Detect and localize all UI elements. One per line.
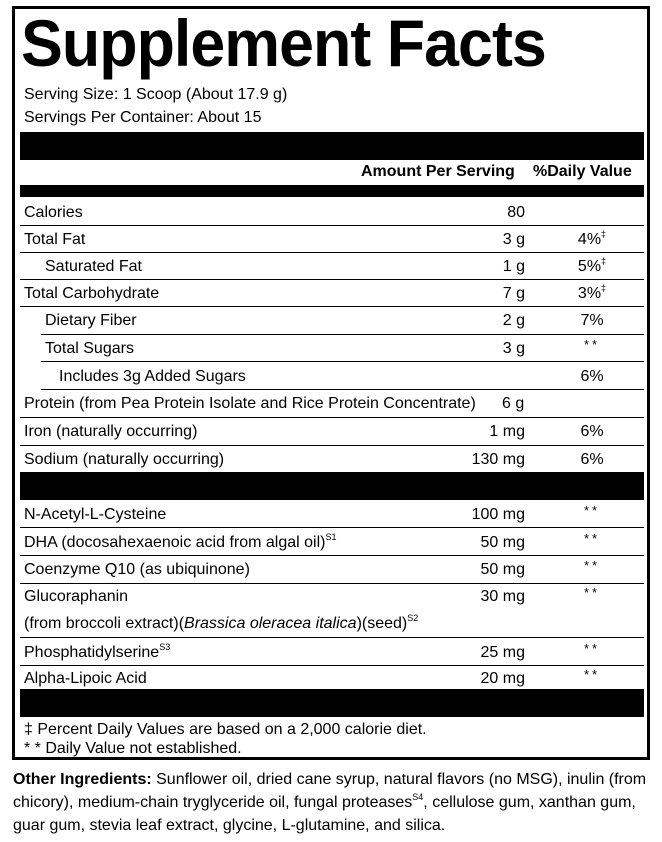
- ingredient-dv: **: [583, 641, 601, 656]
- nutrient-name: Calories: [24, 204, 83, 221]
- nutrient-amount: 3 g: [502, 231, 525, 248]
- ingredient-name: N-Acetyl-L-Cysteine: [24, 506, 167, 523]
- nutrient-dv: 6%: [580, 368, 604, 385]
- ingredient-dv: **: [583, 503, 601, 518]
- nutrient-dv: 6%: [580, 451, 604, 468]
- ingredient-name: Glucoraphanin: [24, 588, 129, 605]
- footnote-dagger: ‡ Percent Daily Values are based on a 2,000 calorie diet.: [24, 721, 427, 738]
- ingredient-amount: 100 mg: [471, 506, 525, 523]
- panel-title: Supplement Facts: [21, 6, 546, 80]
- other-ingredients: Other Ingredients: Sunflower oil, dried cane syrup, natural flavors (no MSG), inulin (from chicory), medium-chain tryglyceride oil, fungal proteases$^{S4}$, cellulose gum, xanthan gum, guar gum, stevia leaf extract, glycine, L-glutamine, and silica.: [13, 771, 647, 834]
- ingredient-name: DHA (docosahexaenoic acid from algal oil)$^{S1}$: [24, 531, 337, 551]
- nutrient-name: Total Fat: [24, 231, 86, 248]
- ingredient-row-phosphatidylserine: [20, 638, 644, 666]
- nutrient-row-total-sugars: [41, 335, 644, 362]
- nutrient-row-added-sugars: [41, 362, 644, 390]
- nutrient-row-total-fat: [20, 226, 644, 253]
- serving-size: Serving Size: 1 Scoop (About 17.9 g): [24, 86, 288, 103]
- daily-value-header: %Daily Value: [533, 163, 632, 180]
- ingredient-dv: **: [583, 585, 601, 600]
- thick-divider-top: [20, 132, 644, 160]
- servings-per-container: Servings Per Container: About 15: [24, 109, 262, 126]
- ingredient-dv: **: [583, 667, 601, 682]
- ingredient-name: Coenzyme Q10 (as ubiquinone): [24, 561, 250, 578]
- nutrient-amount: 80: [507, 204, 525, 221]
- footnote-star: * * Daily Value not established.: [24, 740, 242, 757]
- nutrient-dv: 7%: [580, 312, 604, 329]
- nutrient-row-dietary-fiber: [41, 307, 644, 335]
- ingredient-row-glucoraphanin: [20, 584, 644, 638]
- ingredient-dv: **: [583, 531, 601, 546]
- nutrient-row-iron: [20, 418, 644, 446]
- thick-divider-middle: [20, 472, 644, 500]
- nutrient-row-protein: [20, 390, 644, 418]
- nutrient-name: Dietary Fiber: [45, 312, 137, 329]
- ingredient-amount: 30 mg: [480, 588, 525, 605]
- nutrient-amount: 7 g: [502, 285, 525, 302]
- nutrient-dv: 3%‡: [577, 282, 607, 302]
- nutrient-name: Saturated Fat: [45, 258, 142, 275]
- ingredient-name: Phosphatidylserine$^{S3}$: [24, 641, 171, 661]
- nutrient-name: Total Sugars: [45, 340, 134, 357]
- nutrient-name: Iron (naturally occurring): [24, 423, 198, 440]
- nutrient-name: Total Carbohydrate: [24, 285, 160, 302]
- ingredient-amount: 20 mg: [480, 670, 525, 687]
- nutrient-dv: **: [583, 337, 601, 352]
- nutrient-dv: 5%‡: [577, 255, 607, 275]
- nutrient-dv: 4%‡: [577, 228, 607, 248]
- ingredient-row-dha: [20, 528, 644, 556]
- ingredient-dv: **: [583, 558, 601, 573]
- nutrient-row-sodium: [20, 446, 644, 473]
- nutrient-amount: 1 g: [502, 258, 525, 275]
- nutrient-amount: 1 mg: [489, 423, 525, 440]
- amount-per-serving-header: Amount Per Serving: [361, 163, 515, 180]
- ingredient-amount: 25 mg: [480, 644, 525, 661]
- nutrient-name: Includes 3g Added Sugars: [59, 368, 246, 385]
- nutrient-amount: 6 g: [502, 395, 525, 412]
- nutrient-name: Protein (from Pea Protein Isolate and Rice Protein Concentrate): [24, 395, 476, 412]
- thick-divider-bottom: [20, 689, 644, 717]
- nutrient-amount: 130 mg: [471, 451, 525, 468]
- other-ingredients-label: Other Ingredients:: [13, 771, 152, 788]
- nutrient-row-total-carbohydrate: [20, 280, 644, 307]
- ingredient-amount: 50 mg: [480, 534, 525, 551]
- nutrient-dv: 6%: [580, 423, 604, 440]
- ingredient-row-alpha-lipoic-acid: [20, 666, 644, 690]
- nutrient-row-saturated-fat: [20, 253, 644, 280]
- nutrient-amount: 2 g: [502, 312, 525, 329]
- supplement-facts-panel: [12, 6, 650, 760]
- ingredient-row-nac: [20, 501, 644, 528]
- ingredient-name: Alpha-Lipoic Acid: [24, 670, 147, 687]
- other-ingredients-text: Sunflower oil, dried cane syrup, natural flavors (no MSG), inulin (from chicory), medium-chain tryglyceride oil, fungal proteases: [13, 771, 647, 811]
- ingredient-source: (from broccoli extract)(Brassica oleracea italica)(seed)$^{S2}$: [24, 612, 419, 632]
- ingredient-row-coq10: [20, 556, 644, 584]
- nutrient-row-calories: [20, 199, 644, 226]
- nutrient-amount: 3 g: [502, 340, 525, 357]
- nutrient-name: Sodium (naturally occurring): [24, 451, 225, 468]
- medium-divider: [20, 185, 644, 197]
- ingredient-amount: 50 mg: [480, 561, 525, 578]
